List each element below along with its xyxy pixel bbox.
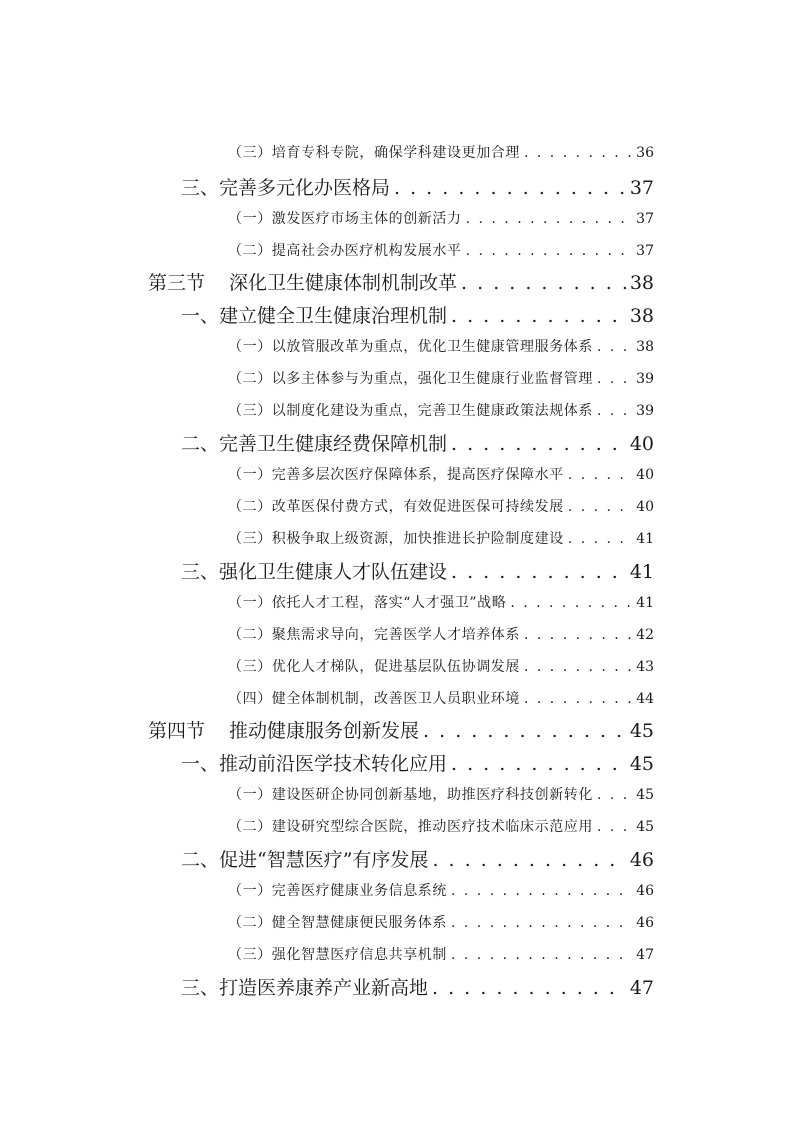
toc-entry-page: 46 (636, 915, 654, 931)
toc-entry-page: 41 (636, 595, 654, 611)
toc-entry-page: 45 (629, 753, 654, 775)
toc-entry-page: 41 (636, 531, 654, 547)
toc-entry-page: 36 (636, 145, 654, 161)
toc-entry-label: 三、强化卫生健康人才队伍建设 (181, 561, 448, 583)
dot-leader (597, 819, 632, 835)
toc-entry[interactable] (228, 336, 654, 356)
toc-entry[interactable] (228, 784, 654, 804)
toc-entry-page: 40 (636, 467, 654, 483)
toc-entry[interactable] (228, 592, 654, 612)
toc-entry-page: 45 (636, 819, 654, 835)
toc-entry-page: 37 (636, 211, 654, 227)
toc-entry-page: 46 (636, 883, 654, 899)
toc-entry-page: 47 (629, 977, 654, 999)
dot-leader (597, 339, 632, 355)
toc-entry-page: 38 (629, 272, 654, 294)
toc-entry[interactable] (181, 749, 654, 776)
toc-entry[interactable] (228, 208, 654, 228)
toc-entry-label: （一）激发医疗市场主体的创新活力 (228, 211, 462, 227)
toc-entry-page: 40 (636, 499, 654, 515)
toc-entry[interactable] (148, 716, 654, 743)
dot-leader (423, 720, 626, 742)
toc-entry-label: （一）完善医疗健康业务信息系统 (228, 883, 447, 899)
toc-entry[interactable] (181, 301, 654, 328)
toc-entry[interactable] (181, 845, 654, 872)
toc-entry-page: 40 (629, 433, 654, 455)
toc-entry-page: 39 (636, 403, 654, 419)
dot-leader (568, 467, 632, 483)
toc-entry[interactable] (228, 142, 654, 162)
toc-entry[interactable] (228, 688, 654, 708)
toc-entry[interactable] (228, 496, 654, 516)
toc-entry-label (148, 268, 457, 295)
dot-leader (451, 305, 626, 327)
toc-entry-label: 三、打造医养康养产业新高地 (181, 977, 429, 999)
section-number: 第三节 (148, 272, 206, 294)
toc-entry-label: 二、完善卫生健康经费保障机制 (181, 433, 448, 455)
dot-leader (451, 947, 632, 963)
dot-leader (524, 659, 632, 675)
toc-entry-label: （三）优化人才梯队，促进基层队伍协调发展 (228, 659, 520, 675)
dot-leader (466, 211, 633, 227)
toc-entry-label: （一）建设医研企协同创新基地，助推医疗科技创新转化 (228, 787, 593, 803)
toc-entry-page: 45 (636, 787, 654, 803)
section-title: 推动健康服务创新发展 (229, 720, 420, 742)
dot-leader (524, 145, 632, 161)
toc-entry-label: 二、促进“智慧医疗”有序发展 (181, 849, 429, 871)
toc-entry[interactable] (228, 528, 654, 548)
toc-entry-label: 三、完善多元化办医格局 (181, 177, 391, 199)
toc-entry-page: 38 (636, 339, 654, 355)
dot-leader (451, 883, 632, 899)
toc-entry[interactable] (228, 912, 654, 932)
toc-entry[interactable] (181, 557, 654, 584)
dot-leader (568, 499, 632, 515)
toc-entry[interactable] (228, 816, 654, 836)
dot-leader (597, 787, 632, 803)
dot-leader (524, 691, 632, 707)
toc-entry-page: 38 (629, 305, 654, 327)
toc-entry-label (148, 716, 419, 743)
dot-leader (524, 627, 632, 643)
toc-entry[interactable] (228, 624, 654, 644)
toc-entry-label: （三）积极争取上级资源，加快推进长护险制度建设 (228, 531, 564, 547)
toc-entry-label: 一、建立健全卫生健康治理机制 (181, 305, 448, 327)
toc-entry-page: 47 (636, 947, 654, 963)
toc-entry[interactable] (228, 464, 654, 484)
dot-leader (451, 915, 632, 931)
dot-leader (597, 403, 632, 419)
toc-entry-label: （二）以多主体参与为重点，强化卫生健康行业监督管理 (228, 371, 593, 387)
toc-entry-label: （一）以放管服改革为重点，优化卫生健康管理服务体系 (228, 339, 593, 355)
toc-entry-page: 43 (636, 659, 654, 675)
toc-entry-label: （三）强化智慧医疗信息共享机制 (228, 947, 447, 963)
toc-entry[interactable] (228, 400, 654, 420)
toc-entry[interactable] (228, 656, 654, 676)
dot-leader (568, 531, 632, 547)
dot-leader (451, 561, 626, 583)
dot-leader (451, 433, 626, 455)
toc-entry[interactable] (181, 973, 654, 1000)
toc-entry-label: （二）提高社会办医疗机构发展水平 (228, 243, 462, 259)
dot-leader (510, 595, 632, 611)
toc-entry-label: （二）改革医保付费方式，有效促进医保可持续发展 (228, 499, 564, 515)
toc-entry-label: （二）健全智慧健康便民服务体系 (228, 915, 447, 931)
dot-leader (461, 272, 626, 294)
dot-leader (432, 849, 625, 871)
toc-entry[interactable] (228, 368, 654, 388)
dot-leader (394, 177, 626, 199)
toc-entry-page: 45 (629, 720, 654, 742)
toc-entry-label: （四）健全体制机制，改善医卫人员职业环境 (228, 691, 520, 707)
toc-entry-page: 41 (629, 561, 654, 583)
toc-entry-label: （二）建设研究型综合医院，推动医疗技术临床示范应用 (228, 819, 593, 835)
dot-leader (451, 753, 626, 775)
toc-entry-page: 37 (629, 177, 654, 199)
toc-entry-page: 46 (629, 849, 654, 871)
toc-entry-label: 一、推动前沿医学技术转化应用 (181, 753, 448, 775)
toc-entry[interactable] (148, 268, 654, 295)
toc-entry[interactable] (228, 880, 654, 900)
toc-entry[interactable] (228, 240, 654, 260)
toc-entry-page: 39 (636, 371, 654, 387)
toc-entry[interactable] (181, 429, 654, 456)
dot-leader (597, 371, 632, 387)
toc-entry-label: （一）完善多层次医疗保障体系，提高医疗保障水平 (228, 467, 564, 483)
toc-entry-label: （三）培育专科专院，确保学科建设更加合理 (228, 145, 520, 161)
dot-leader (432, 977, 626, 999)
section-title: 深化卫生健康体制机制改革 (229, 272, 458, 294)
section-number: 第四节 (148, 720, 206, 742)
toc-entry-page: 44 (636, 691, 654, 707)
toc-entry-page: 42 (636, 627, 654, 643)
toc-entry-label: （一）依托人才工程，落实“人才强卫”战略 (228, 595, 507, 611)
toc-entry-page: 37 (636, 243, 654, 259)
toc-entry[interactable] (181, 173, 654, 200)
toc-entry[interactable] (228, 944, 654, 964)
toc-entry-label: （二）聚焦需求导向，完善医学人才培养体系 (228, 627, 520, 643)
dot-leader (466, 243, 633, 259)
toc-entry-label: （三）以制度化建设为重点，完善卫生健康政策法规体系 (228, 403, 593, 419)
